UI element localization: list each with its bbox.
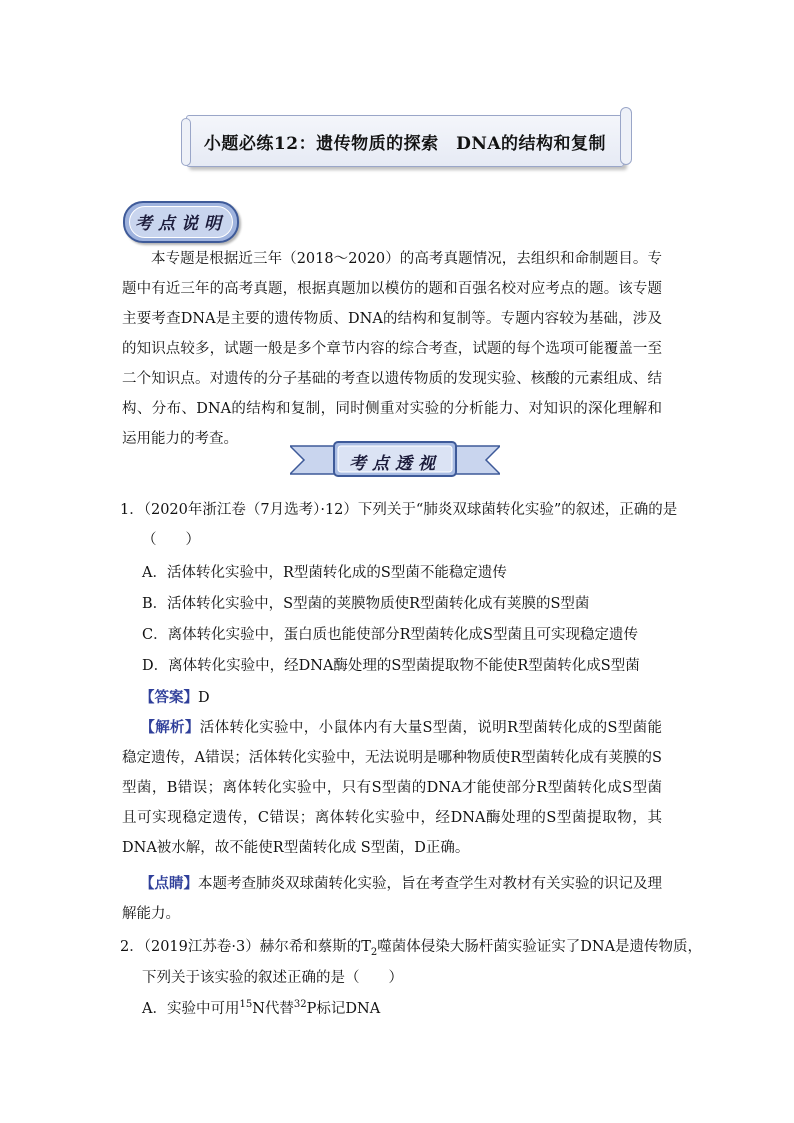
q1-analysis-label: 【解析】 <box>140 719 200 736</box>
section-badge-explain-label: 考点说明 <box>135 214 227 234</box>
q1-option-a: A．活体转化实验中，R型菌转化成的S型菌不能稳定遗传 <box>142 565 507 581</box>
q1-option-d: D．离体转化实验中，经DNA酶处理的S型菌提取物不能使R型菌转化成S型菌 <box>142 658 640 674</box>
q2-option-a-post: P标记DNA <box>306 1001 381 1017</box>
page-title: 小题必练12：遗传物质的探索 DNA的结构和复制 <box>203 134 607 154</box>
q2-option-a-sup2: 32 <box>293 999 307 1011</box>
intro-paragraph: 本专题是根据近三年（2018～2020）的高考真题情况，去组织和命制题目。专题中有近三年的高考真题，根据真题加以模仿的题和百强名校对应考点的题。该专题主要考查DNA是主要的遗传物质、DNA的结构和复制等。专题内容较为基础，涉及的知识点较多，试题一般是多个章节内容的综合考查，试题的每个选项可能覆盖一至二个知识点。对遗传的分子基础的考查以遗传物质的发现实验、核酸的元素组成、结构、分布、DNA的结构和复制，同时侧重对实验的分析能力、对知识的深化理解和运用能力的考查。 <box>122 251 662 447</box>
q2-stem-line2: 下列关于该实验的叙述正确的是（ ） <box>142 970 403 986</box>
q1-option-c: C．离体转化实验中，蛋白质也能使部分R型菌转化成S型菌且可实现稳定遗传 <box>142 627 638 643</box>
q1-option-b: B．活体转化实验中，S型菌的荚膜物质使R型菌转化成有荚膜的S型菌 <box>142 596 590 612</box>
q1-stem-line2: （ ） <box>142 532 200 548</box>
q1-answer-value: D <box>198 690 210 706</box>
q2-option-a-mid: N代替 <box>252 1001 294 1017</box>
q1-comment-text: 本题考查肺炎双球菌转化实验，旨在考查学生对教材有关实验的识记及理解能力。 <box>122 876 662 922</box>
q1-answer-label: 【答案】 <box>140 689 198 706</box>
section-badge-perspective-label: 考点透视 <box>349 454 441 474</box>
section-badge-perspective <box>290 440 500 480</box>
q1-analysis <box>122 713 662 863</box>
q1-analysis-text: 活体转化实验中，小鼠体内有大量S型菌，说明R型菌转化成的S型菌能稳定遗传，A错误；活体转化实验中，无法说明是哪种物质使R型菌转化成有荚膜的S型菌，B错误；离体转化实验中，只有S型菌的DNA才能使部分R型菌转化成S型菌且可实现稳定遗传，C错误；离体转化实验中，经DNA酶处理的S型菌提取物，其DNA被水解，故不能使R型菌转化成 S型菌，D正确。 <box>122 720 662 856</box>
q2-stem-line1 <box>120 935 702 958</box>
q1-answer <box>140 686 210 707</box>
q1-stem-line1: 1．（2020年浙江卷（7月选考）·12）下列关于“肺炎双球菌转化实验”的叙述，正确的是 <box>120 502 678 518</box>
q2-stem-post: 噬菌体侵染大肠杆菌实验证实了DNA是遗传物质， <box>377 939 703 955</box>
q1-comment-label: 【点睛】 <box>140 875 198 892</box>
q1-comment <box>122 869 662 929</box>
q2-option-a-sup1: 15 <box>239 999 253 1011</box>
q2-option-a-pre: A．实验中可用 <box>142 1001 240 1017</box>
title-banner <box>186 115 624 167</box>
q2-option-a <box>142 997 380 1018</box>
section-badge-explain <box>123 201 239 243</box>
q2-stem-pre: 2．（2019江苏卷·3）赫尔希和蔡斯的T <box>120 939 371 955</box>
q2-stem-sub: 2 <box>370 946 378 958</box>
